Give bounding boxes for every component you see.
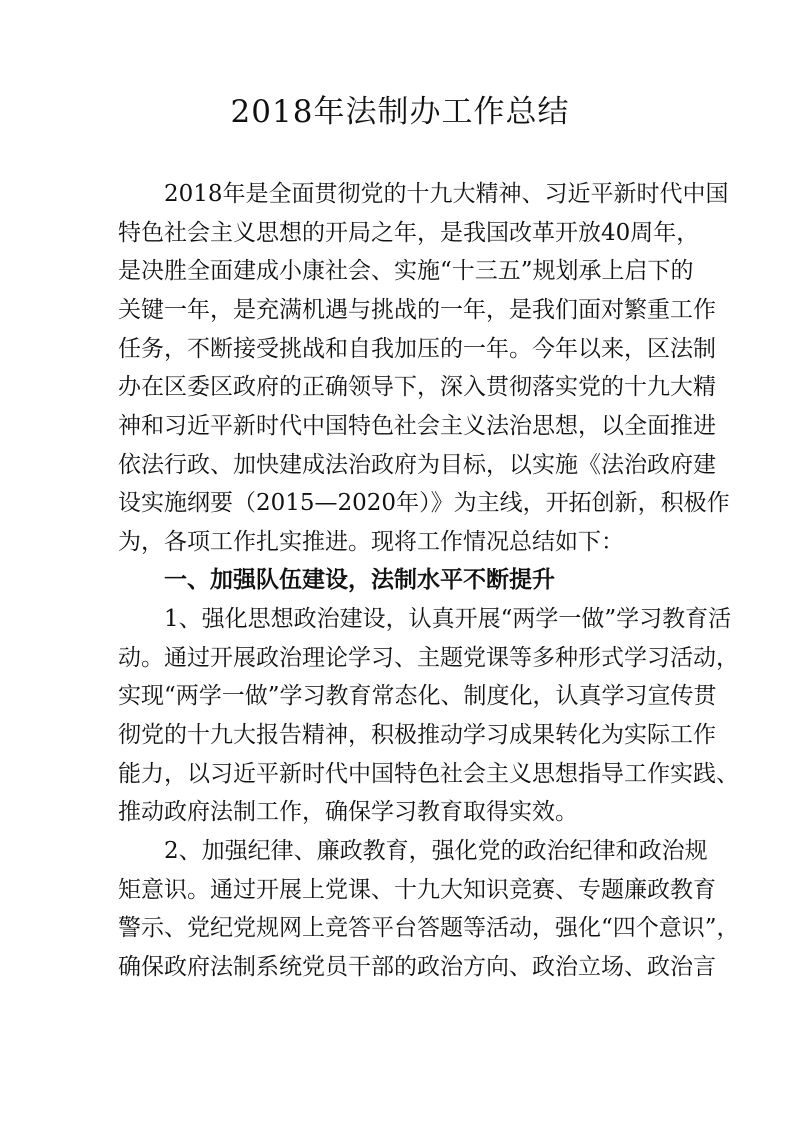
item2-line: 警示、党纪党规网上竞答平台答题等活动，强化“四个意识”， [118,915,740,941]
item2-line: 2、加强纪律、廉政教育，强化党的政治纪律和政治规 [164,838,708,864]
intro-line: 2018年是全面贯彻党的十九大精神、习近平新时代中国 [164,181,729,207]
item1-line: 能力，以习近平新时代中国特色社会主义思想指导工作实践、 [118,761,739,787]
item1-line: 1、强化思想政治建设，认真开展“两学一做”学习教育活 [164,606,732,632]
intro-line: 关键一年，是充满机遇与挑战的一年，是我们面对繁重工作 [118,297,716,323]
item2-line: 矩意识。通过开展上党课、十九大知识竞赛、专题廉政教育 [118,877,716,903]
intro-line: 任务，不断接受挑战和自我加压的一年。今年以来，区法制 [118,336,716,362]
item1-line: 彻党的十九大报告精神，积极推动学习成果转化为实际工作 [118,722,716,748]
intro-line: 依法行政、加快建成法治政府为目标，以实施《法治政府建 [118,452,716,478]
item2-line: 确保政府法制系统党员干部的政治方向、政治立场、政治言 [118,954,716,980]
intro-line: 设实施纲要（2015—2020年）》为主线，开拓创新，积极作 [118,490,730,516]
intro-line: 是决胜全面建成小康社会、实施“十三五”规划承上启下的 [118,258,694,284]
document-title: 2018年法制办工作总结 [230,94,570,130]
intro-line: 办在区委区政府的正确领导下，深入贯彻落实党的十九大精 [118,374,716,400]
intro-line: 神和习近平新时代中国特色社会主义法治思想，以全面推进 [118,413,716,439]
item1-line: 实现“两学一做”学习教育常态化、制度化，认真学习宣传贯 [118,683,717,709]
intro-line: 特色社会主义思想的开局之年，是我国改革开放40周年， [118,220,700,246]
item1-line: 推动政府法制工作，确保学习教育取得实效。 [118,799,578,825]
section-heading: 一、加强队伍建设，法制水平不断提升 [164,567,555,593]
intro-line: 为，各项工作扎实推进。现将工作情况总结如下： [118,529,624,555]
item1-line: 动。通过开展政治理论学习、主题党课等多种形式学习活动， [118,645,739,671]
